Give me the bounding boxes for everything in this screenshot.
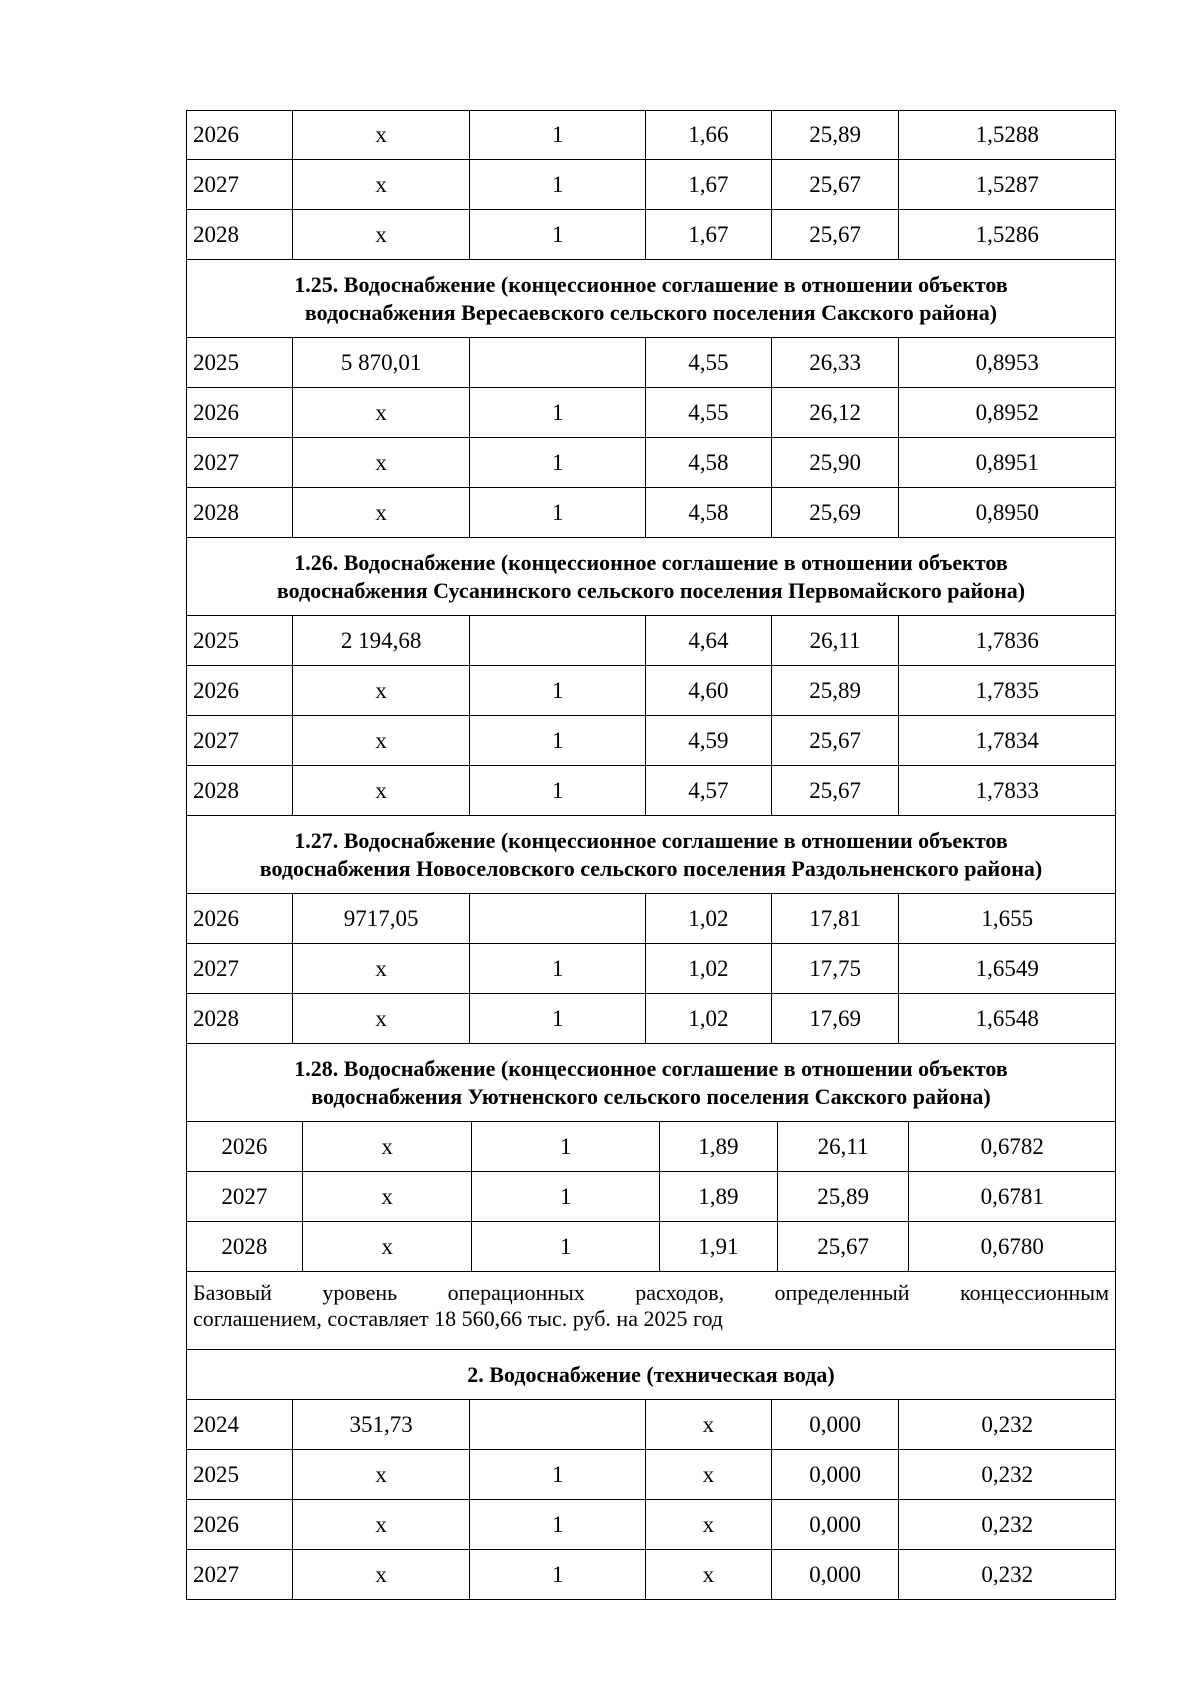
table-cell: 0,6780: [980, 1233, 1044, 1259]
table-cell: х: [303, 1172, 473, 1221]
table-cell: х: [303, 1122, 473, 1171]
table-cell: 4,55: [646, 388, 772, 437]
table-cell: 1,91: [660, 1222, 778, 1271]
table-cell: 2026: [187, 388, 293, 437]
table-cell: 25,89: [772, 111, 900, 159]
table-cell: 25,89: [778, 1172, 910, 1221]
table-cell: х: [293, 111, 471, 159]
section-heading-text: [260, 827, 1042, 883]
table-row: [186, 616, 1116, 666]
table-cell: 1,67: [646, 160, 772, 209]
table-cell: 1: [470, 1450, 646, 1499]
note-line: Базовый уровень операционных расходов, определенный концессионным: [193, 1280, 1109, 1305]
table-cell: х: [293, 666, 471, 715]
table-cell: х: [293, 944, 471, 993]
table-cell: 1,02: [646, 894, 772, 943]
table-row: [186, 160, 1116, 210]
table-cell: х: [646, 1450, 772, 1499]
table-row: [186, 338, 1116, 388]
table-cell: 2026: [187, 666, 293, 715]
table-cell: 1,7833: [975, 777, 1039, 803]
table-cell: 17,69: [772, 994, 900, 1043]
table-cell: 2027: [187, 438, 293, 487]
table-cell: 2026: [187, 111, 293, 159]
table-row: [186, 388, 1116, 438]
table-cell: 1,89: [660, 1122, 778, 1171]
section-heading-text: [294, 271, 1007, 327]
table-cell: 1: [470, 160, 646, 209]
table-row: [186, 1500, 1116, 1550]
table-cell: 2 194,68: [293, 616, 471, 665]
table-cell: 1,5286: [975, 221, 1039, 247]
section-heading-line: водоснабжения Новоселовского сельского поселения Раздольненского района): [259, 855, 1043, 881]
table-cell: 0,000: [772, 1550, 900, 1599]
table-cell: 4,64: [646, 616, 772, 665]
table-cell: [470, 894, 646, 943]
table-cell: 2028: [187, 488, 293, 537]
table-cell: 2028: [187, 766, 293, 815]
table-cell: 25,67: [772, 210, 900, 259]
table-cell: 4,58: [646, 438, 772, 487]
table-cell: 2027: [187, 944, 293, 993]
table-cell: 1,7836: [975, 627, 1039, 653]
note-text: [186, 1272, 1116, 1350]
table-row: [186, 894, 1116, 944]
table-cell: 0,8952: [975, 399, 1039, 425]
table-cell: х: [293, 438, 471, 487]
table-cell: 1,5287: [975, 171, 1039, 197]
table-cell: 0,8950: [975, 499, 1039, 525]
table-cell: 1: [470, 1550, 646, 1599]
section-heading-line: 1.27. Водоснабжение (концессионное соглашение в отношении объектов: [294, 827, 1008, 853]
table-cell: 1: [470, 716, 646, 765]
section-heading-line: водоснабжения Сусанинского сельского поселения Первомайского района): [276, 577, 1026, 603]
table-cell: [470, 616, 646, 665]
table-cell: 1,7834: [975, 727, 1039, 753]
table-cell: 1,6548: [975, 1005, 1039, 1031]
note-line: соглашением, составляет 18 560,66 тыс. руб. на 2025 год: [193, 1306, 723, 1331]
table-cell: 2025: [187, 338, 293, 387]
table-row: [186, 766, 1116, 816]
table-cell: 2027: [187, 1172, 303, 1221]
table-cell: 25,67: [772, 766, 900, 815]
table-cell: 5 870,01: [293, 338, 471, 387]
table-cell: х: [303, 1222, 473, 1271]
table-cell: 2025: [187, 1450, 293, 1499]
table-cell: 17,81: [772, 894, 900, 943]
section-heading: [186, 1350, 1116, 1400]
table-cell: [470, 1400, 646, 1449]
table-cell: 26,33: [772, 338, 900, 387]
table-cell: 2026: [187, 894, 293, 943]
table-cell: 1: [470, 111, 646, 159]
table-cell: 0,232: [981, 1461, 1034, 1487]
table-cell: 0,8951: [975, 449, 1039, 475]
table-cell: 2027: [187, 1550, 293, 1599]
table-cell: 4,55: [646, 338, 772, 387]
table-cell: х: [293, 994, 471, 1043]
section-heading-line: 1.25. Водоснабжение (концессионное соглашение в отношении объектов: [294, 271, 1008, 297]
table-cell: х: [293, 160, 471, 209]
table-cell: 1,67: [646, 210, 772, 259]
table-row: [186, 110, 1116, 160]
table-cell: 1: [472, 1172, 660, 1221]
table-cell: 0,6782: [980, 1133, 1044, 1159]
table-cell: 1,6549: [975, 955, 1039, 981]
table-cell: 1: [470, 438, 646, 487]
section-heading-text: [277, 549, 1025, 605]
table-row: [186, 944, 1116, 994]
table-cell: 1: [470, 388, 646, 437]
table-cell: 1: [470, 666, 646, 715]
table-cell: 2026: [187, 1500, 293, 1549]
table-cell: 25,67: [778, 1222, 910, 1271]
section-heading: [186, 816, 1116, 894]
table-cell: 1: [472, 1122, 660, 1171]
section-heading: [186, 538, 1116, 616]
table-cell: 1: [470, 766, 646, 815]
table-row: [186, 1550, 1116, 1600]
section-heading-text: [467, 1361, 834, 1389]
table-cell: 1: [470, 994, 646, 1043]
table-cell: х: [293, 488, 471, 537]
table-cell: 0,000: [772, 1400, 900, 1449]
table-cell: 1: [470, 1500, 646, 1549]
table-cell: х: [646, 1400, 772, 1449]
table-cell: 26,11: [772, 616, 900, 665]
section-heading-line: водоснабжения Вересаевского сельского поселения Сакского района): [304, 299, 998, 325]
table-row: [186, 210, 1116, 260]
table-cell: 0,6781: [980, 1183, 1044, 1209]
table-cell: 1: [470, 210, 646, 259]
table-row: [186, 994, 1116, 1044]
table-cell: 17,75: [772, 944, 900, 993]
table-cell: 1: [472, 1222, 660, 1271]
table-cell: х: [293, 716, 471, 765]
table-cell: х: [293, 1500, 471, 1549]
table-cell: 4,57: [646, 766, 772, 815]
table-row: [186, 1450, 1116, 1500]
table-cell: 1: [470, 488, 646, 537]
table-cell: 2027: [187, 160, 293, 209]
table-cell: х: [293, 1450, 471, 1499]
table-cell: х: [293, 388, 471, 437]
table-row: [186, 1122, 1116, 1172]
table-cell: 4,60: [646, 666, 772, 715]
table-cell: 25,67: [772, 716, 900, 765]
table-cell: х: [293, 766, 471, 815]
table-cell: 25,69: [772, 488, 900, 537]
table-cell: 0,000: [772, 1500, 900, 1549]
table-cell: 1,5288: [975, 122, 1039, 147]
table-cell: 2025: [187, 616, 293, 665]
table-cell: 0,232: [981, 1411, 1034, 1437]
table-cell: 0,8953: [975, 349, 1039, 375]
table-cell: 1,655: [981, 905, 1034, 931]
section-heading-line: 1.26. Водоснабжение (концессионное соглашение в отношении объектов: [294, 549, 1008, 575]
section-heading-line: 2. Водоснабжение (техническая вода): [467, 1361, 835, 1387]
table-cell: 0,232: [981, 1511, 1034, 1537]
table-cell: 1,02: [646, 944, 772, 993]
table-row: [186, 1222, 1116, 1272]
table-cell: 351,73: [293, 1400, 471, 1449]
section-heading-text: [294, 1055, 1007, 1111]
table-cell: 25,90: [772, 438, 900, 487]
table-cell: 1,02: [646, 994, 772, 1043]
table-cell: 1,7835: [975, 677, 1039, 703]
section-heading-line: 1.28. Водоснабжение (концессионное соглашение в отношении объектов: [294, 1055, 1008, 1081]
table-cell: 26,11: [778, 1122, 910, 1171]
table-cell: [470, 338, 646, 387]
section-heading: [186, 1044, 1116, 1122]
table-cell: 1,89: [660, 1172, 778, 1221]
table-cell: 2028: [187, 210, 293, 259]
table-row: [186, 438, 1116, 488]
table-row: [186, 488, 1116, 538]
table-cell: 2028: [187, 1222, 303, 1271]
table-cell: 1,66: [646, 111, 772, 159]
table-cell: 25,89: [772, 666, 900, 715]
table-cell: 4,59: [646, 716, 772, 765]
table-row: [186, 1400, 1116, 1450]
tariff-table: [186, 110, 1116, 1600]
table-cell: х: [293, 210, 471, 259]
table-cell: 2028: [187, 994, 293, 1043]
table-cell: х: [293, 1550, 471, 1599]
table-row: [186, 666, 1116, 716]
table-cell: 9717,05: [293, 894, 471, 943]
table-row: [186, 716, 1116, 766]
table-cell: 26,12: [772, 388, 900, 437]
section-heading: [186, 260, 1116, 338]
table-cell: 0,000: [772, 1450, 900, 1499]
section-heading-line: водоснабжения Уютненского сельского поселения Сакского района): [311, 1083, 991, 1109]
table-cell: 0,232: [981, 1561, 1034, 1587]
table-cell: 1: [470, 944, 646, 993]
table-cell: х: [646, 1550, 772, 1599]
table-cell: 2026: [187, 1122, 303, 1171]
table-cell: 25,67: [772, 160, 900, 209]
table-cell: 2027: [187, 716, 293, 765]
table-cell: 2024: [187, 1400, 293, 1449]
table-cell: 4,58: [646, 488, 772, 537]
table-row: [186, 1172, 1116, 1222]
table-cell: х: [646, 1500, 772, 1549]
